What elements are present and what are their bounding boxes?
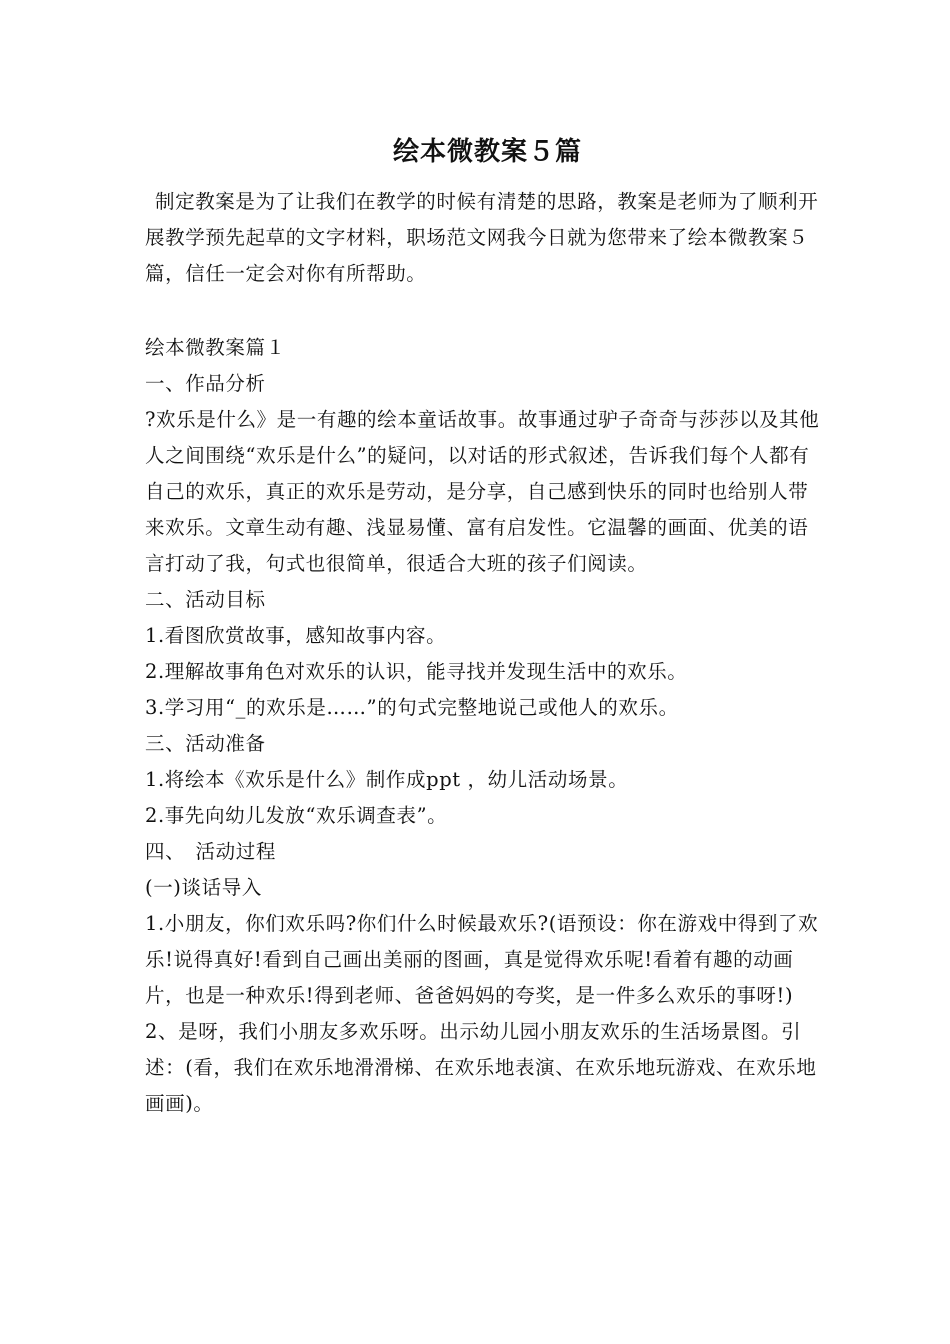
heading-prep: 三、活动准备: [145, 732, 266, 755]
analysis-paragraph: ?欢乐是什么》是一有趣的绘本童话故事。故事通过驴子奇奇与莎莎以及其他人之间围绕“欢乐是什么”的疑问，以对话的形式叙述，告诉我们每个人都有自己的欢乐，真正的欢乐是劳动，是分享，自己感到快乐的同时也给别人带来欢乐。文章生动有趣、浅显易懂、富有启发性。它温馨的画面、优美的语言打动了我，句式也很简单，很适合大班的孩子们阅读。: [145, 408, 820, 575]
process-step-2: 2、是呀，我们小朋友多欢乐呀。出示幼儿园小朋友欢乐的生活场景图。引述：(看，我们在欢乐地滑滑梯、在欢乐地表演、在欢乐地玩游戏、在欢乐地画画)。: [145, 1020, 817, 1115]
heading-analysis: 一、作品分析: [145, 372, 266, 395]
document-title: 绘本微教案５篇: [392, 137, 582, 167]
heading-process: 四、 活动过程: [145, 840, 276, 863]
prep-item-1: 1.将绘本《欢乐是什么》制作成ppt ，幼儿活动场景。: [145, 768, 629, 791]
goal-item-2: 2.理解故事角色对欢乐的认识，能寻找并发现生活中的欢乐。: [145, 660, 688, 683]
goal-item-1: 1.看图欣赏故事，感知故事内容。: [145, 624, 447, 647]
subheading-intro-talk: (一)谈话导入: [145, 876, 262, 899]
section-title: 绘本微教案篇１: [145, 336, 286, 359]
heading-goals: 二、活动目标: [145, 588, 266, 611]
prep-item-2: 2.事先向幼儿发放“欢乐调查表”。: [145, 804, 448, 827]
document-body: [145, 330, 822, 1122]
goal-item-3: 3.学习用“_的欢乐是……”的句式完整地说己或他人的欢乐。: [145, 696, 679, 719]
intro-paragraph: 制定教案是为了让我们在教学的时候有清楚的思路，教案是老师为了顺利开展教学预先起草的文字材料，职场范文网我今日就为您带来了绘本微教案５篇，信任一定会对你有所帮助。: [145, 190, 819, 285]
process-step-1: 1.小朋友，你们欢乐吗?你们什么时候最欢乐?(语预设：你在游戏中得到了欢乐!说得真好!看到自己画出美丽的图画，真是觉得欢乐呢!看着有趣的动画片，也是一种欢乐!得到老师、爸爸妈妈的夸奖，是一件多么欢乐的事呀!): [145, 912, 819, 1007]
